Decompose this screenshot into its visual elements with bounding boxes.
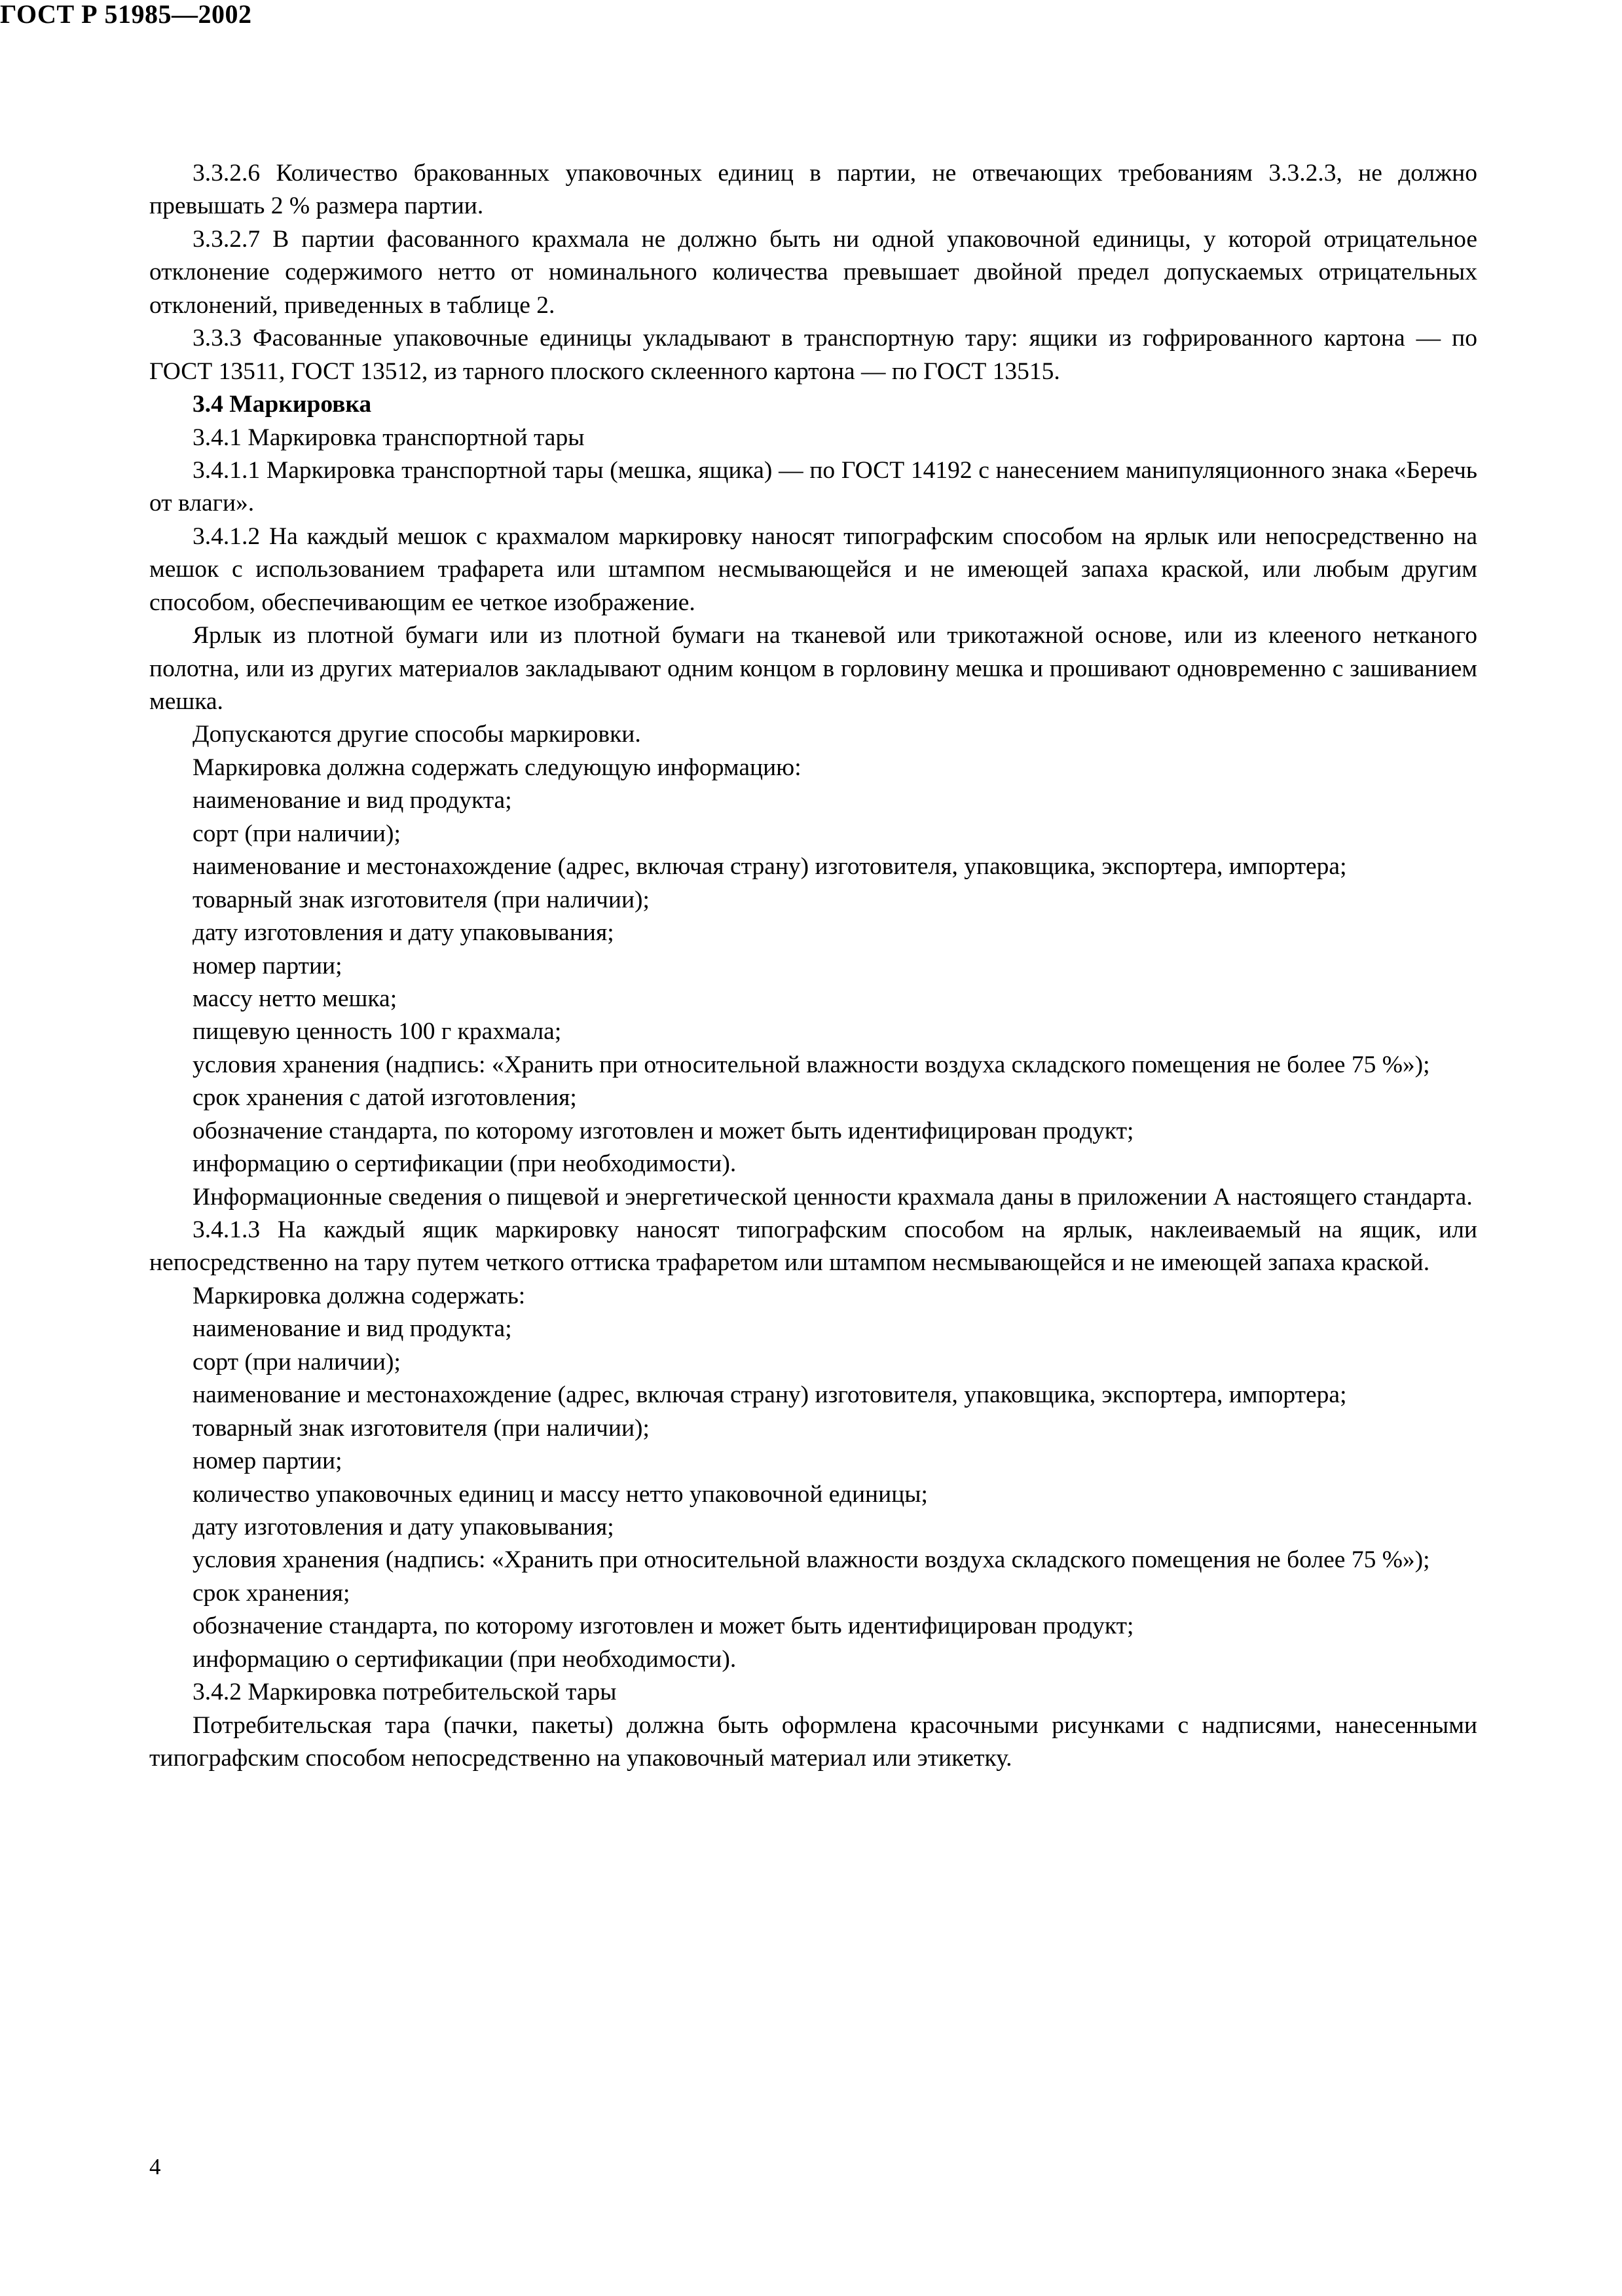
paragraph: товарный знак изготовителя (при наличии); [193,886,650,913]
paragraph: наименование и местонахождение (адрес, включая страну) изготовителя, упаковщика, экспортера, импортера; [193,1381,1347,1409]
paragraph: Информационные сведения о пищевой и энергетической ценности крахмала даны в приложении А настоящего стандарта. [193,1183,1473,1211]
paragraph-container [149,157,1477,1775]
document-header-standard-number: ГОСТ Р 51985—2002 [0,0,252,29]
paragraph: номер партии; [193,952,342,979]
paragraph: условия хранения (надпись: «Хранить при относительной влажности воздуха складского помещения не более 75 %»); [193,1546,1430,1574]
paragraph: 3.4.1.2 На каждый мешок с крахмалом маркировку наносят типографским способом на ярлык или непосредственно на мешок с использованием трафарета или штампом несмывающейся и не имеющей запаха краской, или любым другим способом, обеспечивающим ее четкое изображение. [149,522,1477,616]
paragraph: Потребительская тара (пачки, пакеты) должна быть оформлена красочными рисунками с надписями, нанесенными типографским способом непосредственно на упаковочный материал или этикетку. [149,1711,1477,1772]
paragraph: массу нетто мешка; [193,985,397,1012]
paragraph: пищевую ценность 100 г крахмала; [193,1018,562,1046]
paragraph: условия хранения (надпись: «Хранить при относительной влажности воздуха складского помещения не более 75 %»); [193,1051,1430,1078]
paragraph: 3.3.2.6 Количество бракованных упаковочных единиц в партии, не отвечающих требованиям 3.3.2.3, не должно превышать 2 % размера партии. [149,160,1477,220]
paragraph: наименование и вид продукта; [193,787,512,814]
paragraph: срок хранения; [193,1579,350,1607]
paragraph: 3.4.1 Маркировка транспортной тары [193,424,585,451]
paragraph: 3.3.3 Фасованные упаковочные единицы укладывают в транспортную тару: ящики из гофрированного картона — по ГОСТ 13511, ГОСТ 13512, из тарного плоского склеенного картона — по ГОСТ 13515. [149,325,1477,385]
paragraph: количество упаковочных единиц и массу нетто упаковочной единицы; [193,1480,928,1508]
paragraph: товарный знак изготовителя (при наличии); [193,1414,650,1442]
paragraph: наименование и местонахождение (адрес, включая страну) изготовителя, упаковщика, экспортера, импортера; [193,853,1347,881]
section-heading: 3.4 Маркировка [193,391,372,418]
paragraph: 3.4.1.1 Маркировка транспортной тары (мешка, ящика) — по ГОСТ 14192 с нанесением манипуляционного знака «Беречь от влаги». [149,456,1477,517]
paragraph: информацию о сертификации (при необходимости). [193,1645,737,1673]
paragraph: обозначение стандарта, по которому изготовлен и может быть идентифицирован продукт; [193,1117,1134,1144]
paragraph: дату изготовления и дату упаковывания; [193,1513,614,1540]
page-number: 4 [149,2154,161,2179]
paragraph: 3.4.1.3 На каждый ящик маркировку наносят типографским способом на ярлык, наклеиваемый на ящик, или непосредственно на тару путем четкого оттиска трафаретом или штампом несмывающейся и не имеющей запаха краской. [149,1216,1477,1277]
paragraph: наименование и вид продукта; [193,1315,512,1343]
document-body [149,157,1477,1775]
paragraph: Ярлык из плотной бумаги или из плотной бумаги на тканевой или трикотажной основе, или из клееного нетканого полотна, или из других материалов закладывают одним концом в горловину мешка и прошивают одновременно с зашиванием мешка. [149,622,1477,715]
paragraph: дату изготовления и дату упаковывания; [193,919,614,947]
paragraph: обозначение стандарта, по которому изготовлен и может быть идентифицирован продукт; [193,1613,1134,1640]
paragraph: 3.3.2.7 В партии фасованного крахмала не должно быть ни одной упаковочной единицы, у которой отрицательное отклонение содержимого нетто от номинального количества превышает двойной предел допускаемых отрицательных отклонений, приведенных в таблице 2. [149,225,1477,319]
paragraph: срок хранения с датой изготовления; [193,1084,577,1112]
paragraph: сорт (при наличии); [193,820,401,847]
paragraph: 3.4.2 Маркировка потребительской тары [193,1679,617,1706]
paragraph: сорт (при наличии); [193,1348,401,1376]
paragraph: Маркировка должна содержать следующую информацию: [193,754,802,781]
paragraph: Допускаются другие способы маркировки. [193,721,641,748]
paragraph: информацию о сертификации (при необходимости). [193,1150,737,1178]
paragraph: Маркировка должна содержать: [193,1282,526,1309]
paragraph: номер партии; [193,1448,342,1475]
